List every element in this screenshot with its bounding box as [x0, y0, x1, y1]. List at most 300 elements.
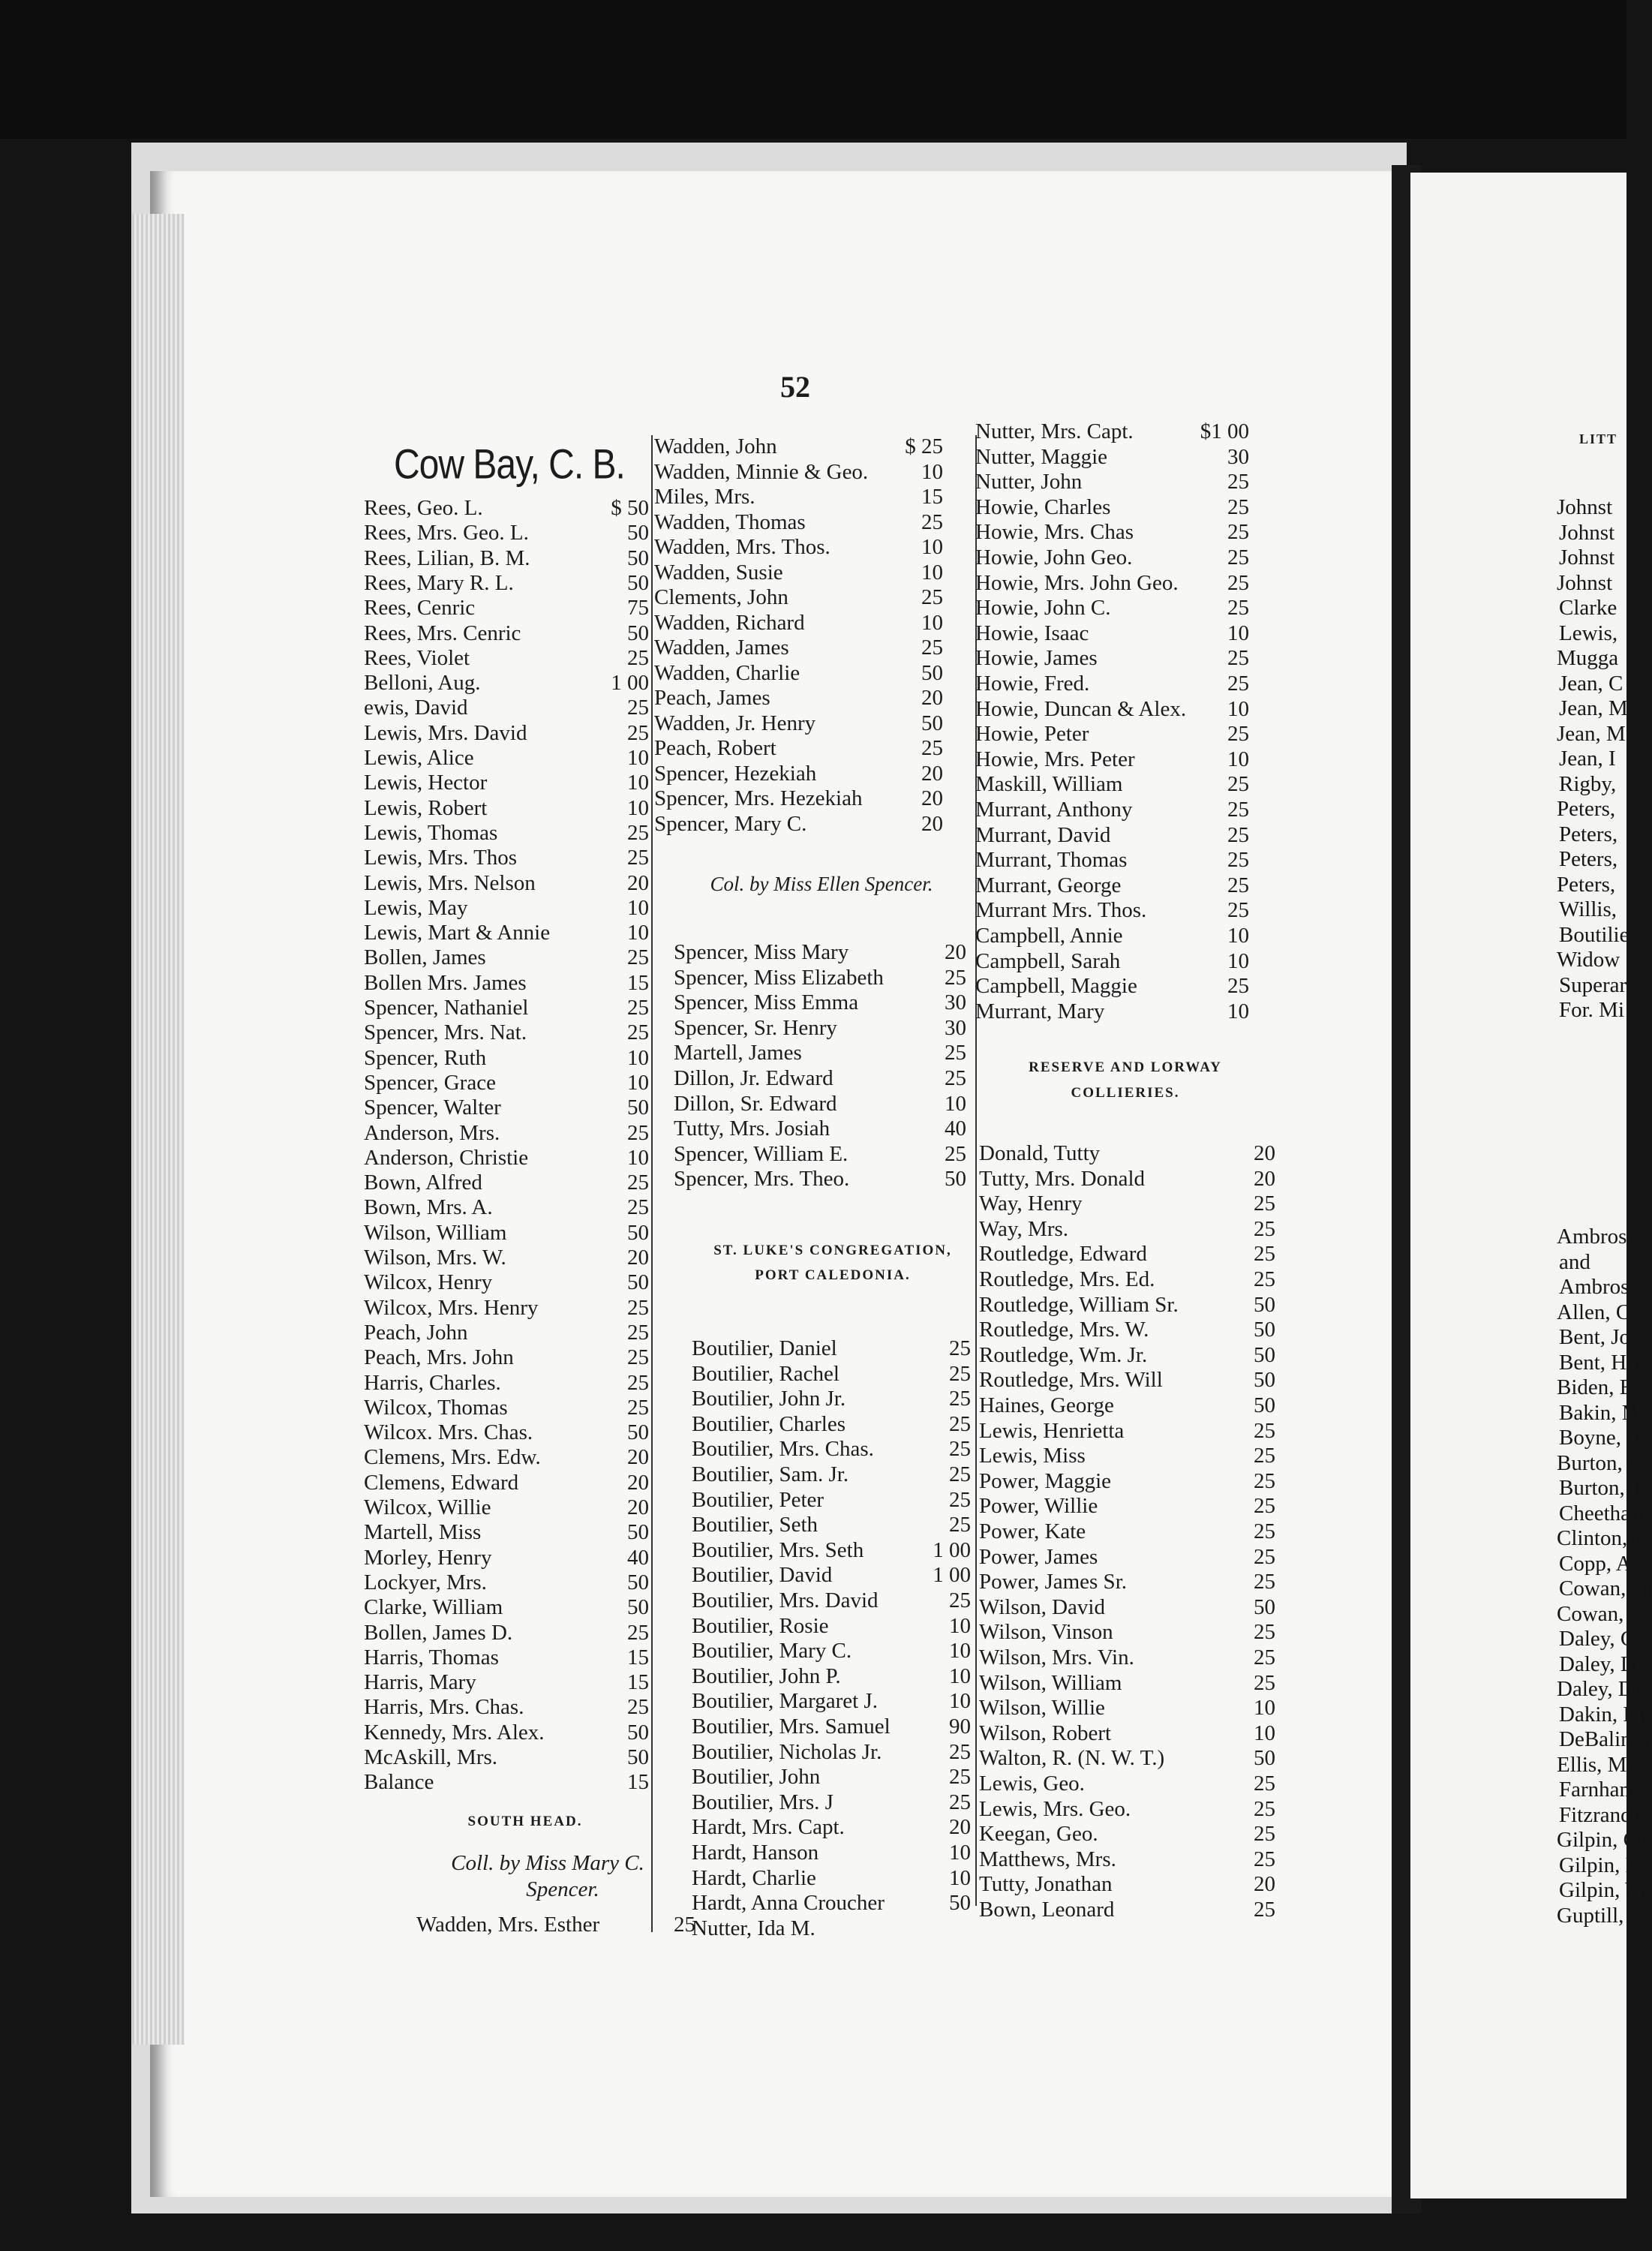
entry-name: Wilson, William [364, 1220, 507, 1245]
entry-amount: 25 [627, 645, 649, 670]
entry-name: Clements, John [654, 585, 788, 609]
list-item [654, 509, 943, 536]
entry-amount: 25 [1254, 1645, 1275, 1669]
entry-name: Nutter, John [975, 470, 1083, 494]
entry-name: Campbell, Maggie [975, 974, 1137, 999]
entry-amount: 10 [627, 795, 649, 820]
entry-amount: 20 [921, 786, 943, 810]
entry-amount: 10 [1227, 747, 1249, 771]
entry-amount: 25 [1227, 772, 1249, 797]
right-page-line: Superar [1559, 972, 1627, 997]
entry-name: Peach, Robert [654, 736, 776, 760]
list-item [416, 1912, 695, 1939]
entry-name: Spencer, Mrs. Nat. [364, 1020, 527, 1045]
entry-amount: 50 [627, 1570, 649, 1594]
entry-amount: $ 25 [905, 434, 943, 458]
list-item [692, 1865, 971, 1892]
list-item [692, 1562, 971, 1589]
entry-name: Tutty, Mrs. Donald [979, 1166, 1146, 1191]
entry-name: Hardt, Anna Croucher [692, 1891, 885, 1916]
entry-amount: 50 [627, 1420, 649, 1445]
list-item [975, 923, 1249, 950]
entry-amount: 25 [945, 965, 966, 990]
list-item [692, 1613, 971, 1640]
right-page-line: Mugga [1557, 646, 1619, 670]
entry-name: Wilcox, Willie [364, 1495, 491, 1519]
entry-amount: 10 [1254, 1696, 1275, 1721]
entry-name: Nutter, Maggie [975, 444, 1108, 469]
entry-amount: 50 [627, 1745, 649, 1769]
entry-name: Anderson, Christie [364, 1145, 529, 1170]
list-item [364, 795, 649, 822]
entry-name: Spencer, Mary C. [654, 811, 807, 836]
list-item [979, 1493, 1275, 1520]
list-item [979, 1468, 1275, 1495]
right-page-line: Daley, Do [1557, 1677, 1645, 1701]
list-item [979, 1342, 1275, 1369]
right-page-line: Cheetham [1559, 1501, 1647, 1525]
entry-amount: 25 [1254, 1242, 1275, 1267]
entry-name: Boutilier, Sam. Jr. [692, 1462, 849, 1486]
entry-amount: 25 [627, 1295, 649, 1320]
entry-name: Walton, R. (N. W. T.) [979, 1746, 1165, 1771]
entry-name: Power, Maggie [979, 1468, 1112, 1493]
entry-amount: 10 [1227, 924, 1249, 948]
list-item [364, 1195, 649, 1222]
entry-name: Wilson, William [979, 1670, 1122, 1695]
entry-name: Spencer, Sr. Henry [674, 1015, 837, 1040]
list-item [364, 1320, 649, 1347]
right-page-line: Peters, [1559, 847, 1618, 871]
entry-name: Peach, James [654, 686, 770, 710]
list-item [674, 1166, 966, 1193]
right-page-line: Gilpin, W [1559, 1878, 1646, 1902]
entry-amount: 75 [627, 596, 649, 621]
entry-amount: 25 [949, 1387, 971, 1411]
right-page-line: Gilpin, B [1559, 1853, 1640, 1877]
entry-amount: 40 [945, 1116, 966, 1141]
entry-amount: 25 [627, 820, 649, 845]
entry-name: Wilson, David [979, 1594, 1105, 1619]
entry-amount: 20 [921, 761, 943, 786]
list-item [692, 1764, 971, 1791]
entry-amount: 25 [945, 1066, 966, 1090]
entry-name: Rees, Mary R. L. [364, 570, 514, 595]
entry-amount: 25 [627, 1020, 649, 1045]
list-item [692, 1411, 971, 1438]
list-item [975, 948, 1249, 975]
entry-amount: 25 [921, 636, 943, 660]
entry-amount: 20 [627, 1470, 649, 1495]
entry-name: Wadden, Richard [654, 610, 805, 635]
entry-name: McAskill, Mrs. [364, 1745, 498, 1769]
entry-name: Boutilier, Mrs. Samuel [692, 1715, 891, 1739]
entry-amount: 25 [949, 1513, 971, 1537]
entry-amount: 50 [1254, 1318, 1275, 1342]
right-page-line: Peters, [1557, 872, 1616, 897]
right-page-line: Clinton, C [1557, 1526, 1647, 1550]
list-item [692, 1739, 971, 1766]
entry-name: Lewis, Miss [979, 1444, 1086, 1468]
entry-amount: 10 [949, 1865, 971, 1890]
scan-background [0, 0, 1626, 139]
entry-name: Howie, James [975, 646, 1098, 671]
entry-name: Wadden, Thomas [654, 509, 806, 534]
entry-name: Rees, Mrs. Cenric [364, 621, 521, 645]
entry-amount: 25 [1227, 646, 1249, 671]
entry-name: Power, James [979, 1544, 1098, 1569]
list-item [364, 1020, 649, 1047]
entry-amount: 50 [945, 1167, 966, 1192]
entry-name: Tutty, Mrs. Josiah [674, 1116, 831, 1141]
entry-name: Anderson, Mrs. [364, 1120, 500, 1145]
list-item [364, 1095, 649, 1122]
entry-name: Hardt, Charlie [692, 1865, 816, 1890]
entry-amount: 25 [1227, 974, 1249, 999]
entry-name: Dillon, Sr. Edward [674, 1091, 837, 1116]
entry-name: Power, James Sr. [979, 1570, 1127, 1594]
entry-amount: 25 [1227, 722, 1249, 747]
list-item [975, 419, 1249, 446]
entry-amount: 25 [1227, 494, 1249, 519]
list-item [975, 973, 1249, 1000]
list-item [674, 1040, 966, 1067]
list-item [364, 945, 649, 972]
entry-name: Boutilier, John Jr. [692, 1387, 846, 1411]
entry-name: Rees, Cenric [364, 596, 476, 621]
entry-name: Wilson, Mrs. W. [364, 1246, 506, 1270]
right-page-line: DeBalinha [1559, 1727, 1652, 1751]
list-item [692, 1688, 971, 1715]
entry-amount: 25 [949, 1487, 971, 1512]
list-item [364, 1345, 649, 1372]
list-item [979, 1645, 1275, 1672]
list-item [979, 1367, 1275, 1394]
right-page-line: Burton, I [1559, 1476, 1638, 1500]
list-item [364, 1720, 649, 1747]
entry-name: Wadden, Mrs. Thos. [654, 535, 831, 559]
entry-name: Spencer, Grace [364, 1070, 496, 1095]
entry-name: Dillon, Jr. Edward [674, 1066, 834, 1090]
entry-amount: 25 [1254, 1772, 1275, 1796]
right-page-line: and [1559, 1249, 1590, 1274]
right-page-line: Johnst [1557, 495, 1613, 519]
list-item [692, 1588, 971, 1615]
list-item [674, 990, 966, 1017]
entry-amount: 20 [1254, 1872, 1275, 1897]
list-item [975, 469, 1249, 496]
entry-amount: 20 [627, 1445, 649, 1470]
right-page-line: Clarke [1559, 596, 1617, 620]
entry-name: Boutilier, Margaret J. [692, 1689, 878, 1714]
entry-amount: 1 00 [933, 1537, 971, 1562]
entry-amount: $ 50 [611, 496, 649, 520]
entry-name: Boutilier, Seth [692, 1513, 818, 1537]
entry-name: Murrant, David [975, 822, 1111, 847]
right-page-line: Daley, C [1559, 1627, 1635, 1651]
entry-amount: 10 [921, 535, 943, 559]
reserve-heading-line2: COLLIERIES. [1071, 1085, 1180, 1101]
entry-name: Lewis, Mrs. Geo. [979, 1796, 1131, 1821]
entry-name: Power, Willie [979, 1494, 1098, 1519]
right-page-line: Cowan, J [1557, 1601, 1638, 1626]
list-item [654, 459, 943, 486]
list-item [364, 1570, 649, 1597]
entry-name: Wadden, Susie [654, 560, 783, 585]
entry-amount: 50 [627, 1720, 649, 1745]
entry-amount: 20 [921, 811, 943, 836]
entry-name: Howie, John C. [975, 596, 1111, 621]
entry-name: Spencer, Mrs. Theo. [674, 1167, 850, 1192]
entry-amount: 25 [945, 1141, 966, 1166]
st-lukes-heading-line2: PORT CALEDONIA. [755, 1267, 911, 1283]
list-item [975, 570, 1249, 597]
entry-amount: 25 [1254, 1192, 1275, 1216]
list-item [654, 585, 943, 612]
entry-amount: 50 [627, 521, 649, 545]
entry-name: Wilson, Vinson [979, 1620, 1113, 1645]
list-item [364, 1645, 649, 1672]
list-item [364, 1145, 649, 1172]
entry-amount: 25 [1254, 1216, 1275, 1241]
entry-name: Kennedy, Mrs. Alex. [364, 1720, 545, 1745]
entry-name: Lewis, Robert [364, 795, 488, 820]
entry-amount: 25 [627, 1370, 649, 1395]
entry-amount: 25 [627, 1395, 649, 1420]
list-item [654, 811, 943, 838]
list-item [692, 1462, 971, 1489]
entry-amount: 25 [627, 945, 649, 970]
list-item [975, 444, 1249, 471]
right-page-line: Peters, [1557, 797, 1616, 821]
entry-amount: 25 [1227, 898, 1249, 923]
entry-name: Martell, Miss [364, 1520, 482, 1545]
entry-amount: 25 [627, 846, 649, 870]
entry-name: Rees, Geo. L. [364, 496, 483, 520]
entry-amount: 25 [627, 1320, 649, 1345]
list-item [364, 1070, 649, 1097]
list-item [979, 1393, 1275, 1420]
list-item [979, 1141, 1275, 1168]
entry-amount: 50 [949, 1891, 971, 1916]
entry-amount: 25 [921, 509, 943, 534]
south-head-heading: SOUTH HEAD. [467, 1814, 583, 1829]
entry-amount: 25 [1254, 1544, 1275, 1569]
list-item [979, 1619, 1275, 1646]
entry-name: Belloni, Aug. [364, 671, 481, 696]
list-item [364, 1295, 649, 1322]
entry-amount: 20 [1254, 1141, 1275, 1165]
entry-name: Howie, Peter [975, 722, 1089, 747]
entry-amount: 10 [627, 771, 649, 795]
entry-amount: 25 [949, 1411, 971, 1436]
entry-name: Boutilier, John [692, 1765, 821, 1790]
entry-name: Spencer, Mrs. Hezekiah [654, 786, 863, 810]
list-item [364, 1420, 649, 1447]
entry-amount: 10 [949, 1689, 971, 1714]
column-rule-1 [651, 435, 653, 1932]
entry-amount: 15 [627, 1645, 649, 1669]
right-page-line: Johnst [1559, 545, 1615, 570]
entry-amount: 10 [921, 459, 943, 484]
list-item [692, 1814, 971, 1841]
entry-amount: 25 [627, 996, 649, 1020]
entry-name: Boutilier, Mrs. David [692, 1588, 879, 1612]
coll-by-mary-spencer-line1: Coll. by Miss Mary C. [451, 1851, 644, 1875]
entry-amount: 50 [1254, 1393, 1275, 1417]
right-page-line: Jean, M [1559, 696, 1628, 720]
entry-amount: 25 [921, 585, 943, 609]
entry-amount: 10 [945, 1091, 966, 1116]
entry-name: Nutter, Ida M. [692, 1916, 815, 1940]
entry-amount: 20 [949, 1815, 971, 1840]
list-item [364, 1620, 649, 1647]
entry-amount: 25 [1227, 520, 1249, 545]
entry-name: Bollen, James D. [364, 1620, 513, 1645]
entry-amount: 25 [1227, 672, 1249, 696]
entry-amount: 25 [1254, 1847, 1275, 1871]
entry-amount: 25 [1254, 1570, 1275, 1594]
entry-amount: 25 [1227, 848, 1249, 873]
entry-amount: 25 [627, 1195, 649, 1220]
entry-amount: 25 [1227, 570, 1249, 595]
entry-name: Nutter, Mrs. Capt. [975, 419, 1134, 443]
entry-amount: 25 [949, 1739, 971, 1764]
right-page-line: Biden, E [1557, 1375, 1633, 1399]
entry-amount: 25 [949, 1790, 971, 1814]
list-item [364, 720, 649, 747]
entry-name: Boutilier, Mary C. [692, 1639, 852, 1663]
entry-amount: 50 [627, 621, 649, 645]
entry-name: Hardt, Hanson [692, 1841, 819, 1865]
entry-amount: 25 [1254, 1494, 1275, 1519]
entry-name: Harris, Mrs. Chas. [364, 1695, 524, 1720]
entry-name: Bollen Mrs. James [364, 970, 527, 995]
entry-amount: 15 [921, 485, 943, 509]
entry-amount: 25 [1254, 1620, 1275, 1645]
entry-name: Spencer, Hezekiah [654, 761, 817, 786]
entry-amount: 25 [945, 1041, 966, 1065]
entry-name: Wadden, James [654, 636, 789, 660]
entry-name: Murrant Mrs. Thos. [975, 898, 1147, 923]
list-item [364, 1745, 649, 1772]
list-item [654, 761, 943, 788]
right-page-line: Ambrose [1559, 1275, 1639, 1299]
list-item [692, 1840, 971, 1867]
entry-name: Wadden, John [654, 434, 777, 458]
entry-name: Boutilier, Mrs. J [692, 1790, 834, 1814]
list-item [674, 1141, 966, 1168]
entry-amount: 50 [1254, 1594, 1275, 1619]
entry-name: Way, Henry [979, 1192, 1083, 1216]
entry-name: Lewis, Hector [364, 771, 488, 795]
list-item [979, 1695, 1275, 1722]
entry-name: Boutilier, Nicholas Jr. [692, 1739, 882, 1764]
entry-amount: 25 [1254, 1468, 1275, 1493]
list-item [674, 1091, 966, 1118]
entry-name: Spencer, Miss Mary [674, 940, 849, 964]
entry-name: Hardt, Mrs. Capt. [692, 1815, 845, 1840]
right-page-line: Allen, C [1557, 1300, 1631, 1324]
entry-amount: 10 [949, 1613, 971, 1638]
page-number: 52 [780, 370, 810, 404]
entry-amount: 10 [627, 746, 649, 770]
reserve-heading-line1: RESERVE AND LORWAY [1029, 1059, 1222, 1075]
list-item [692, 1436, 971, 1463]
entry-name: Spencer, Walter [364, 1095, 501, 1120]
list-item [975, 747, 1249, 774]
list-item [979, 1670, 1275, 1697]
list-item [364, 1594, 649, 1621]
list-item [674, 1116, 966, 1143]
right-page-line: Jean, I [1559, 747, 1616, 771]
entry-amount: 30 [945, 990, 966, 1015]
right-page-line: Lewis, [1559, 621, 1618, 645]
entry-amount: 10 [627, 1070, 649, 1095]
list-item [979, 1544, 1275, 1571]
right-page-line: Johnst [1559, 520, 1615, 545]
list-item [364, 1170, 649, 1197]
entry-name: Wilcox, Henry [364, 1270, 493, 1295]
entry-amount: 25 [1227, 873, 1249, 897]
list-item [364, 1694, 649, 1721]
list-item [654, 685, 943, 712]
list-item [979, 1569, 1275, 1596]
entry-amount: 40 [627, 1545, 649, 1570]
list-item [975, 897, 1249, 924]
entry-amount: 25 [949, 1336, 971, 1360]
list-item [364, 621, 649, 648]
entry-amount: 25 [1254, 1418, 1275, 1443]
list-item [692, 1890, 971, 1917]
list-item [364, 1395, 649, 1422]
list-item [692, 1638, 971, 1665]
list-item [364, 495, 649, 522]
entry-amount: 50 [921, 711, 943, 735]
entry-amount: 50 [1254, 1342, 1275, 1367]
entry-name: Lewis, Alice [364, 746, 474, 770]
list-item [364, 545, 649, 573]
entry-amount: 25 [627, 1120, 649, 1145]
list-item [975, 771, 1249, 798]
entry-name: Campbell, Sarah [975, 948, 1121, 973]
entry-name: Wilcox, Thomas [364, 1395, 508, 1420]
entry-name: Boutilier, David [692, 1563, 833, 1588]
entry-amount: 10 [1254, 1721, 1275, 1745]
entry-name: Clarke, William [364, 1595, 503, 1620]
entry-amount: 25 [1227, 798, 1249, 822]
entry-amount: 50 [1254, 1746, 1275, 1771]
list-item [364, 670, 649, 697]
list-item [364, 1470, 649, 1497]
entry-name: Lewis, Mrs. Thos [364, 846, 518, 870]
entry-name: Keegan, Geo. [979, 1822, 1098, 1847]
list-item [979, 1771, 1275, 1798]
list-item [692, 1714, 971, 1741]
entry-name: Lewis, Mart & Annie [364, 921, 551, 945]
entry-amount: 20 [627, 1495, 649, 1519]
entry-amount: 20 [945, 940, 966, 964]
right-page-line: Bent, Jo [1559, 1325, 1631, 1349]
entry-amount: 20 [627, 870, 649, 895]
right-page-line: Dakin, M [1559, 1702, 1643, 1727]
list-item [364, 995, 649, 1022]
right-page-line: Cowan, M [1559, 1576, 1651, 1600]
list-item [975, 645, 1249, 672]
list-item [364, 1270, 649, 1297]
entry-amount: 25 [627, 1695, 649, 1720]
entry-amount: 15 [627, 1770, 649, 1795]
